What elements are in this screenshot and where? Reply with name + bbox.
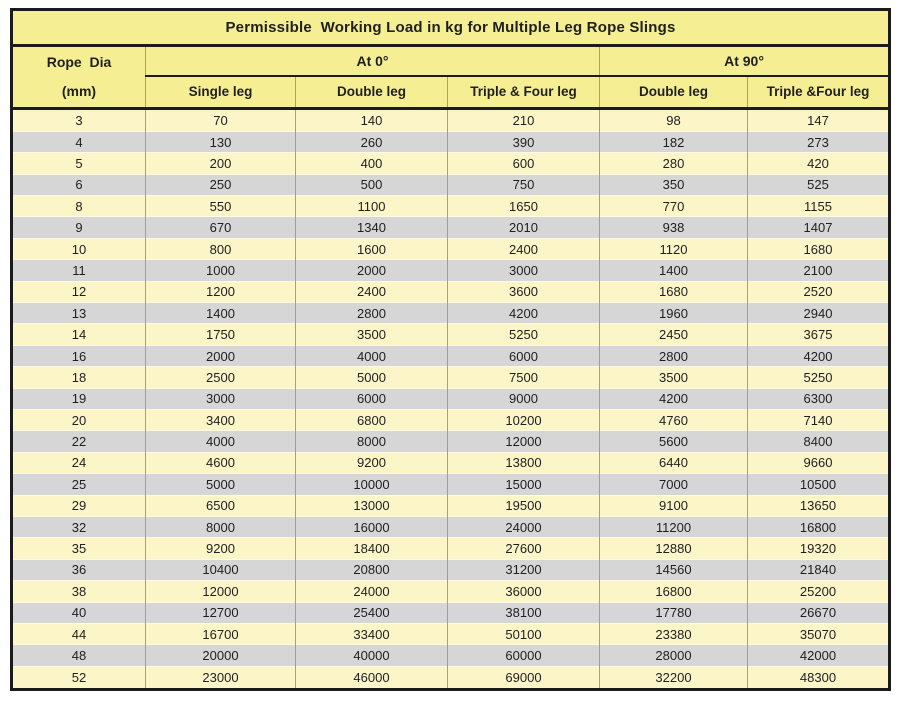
table-cell: 24000 [448, 516, 600, 537]
table-cell: 52 [12, 666, 146, 689]
table-cell: 4200 [600, 388, 748, 409]
table-cell: 10400 [146, 559, 296, 580]
table-cell: 2000 [296, 260, 448, 281]
table-cell: 7500 [448, 367, 600, 388]
table-cell: 273 [748, 131, 890, 152]
table-cell: 8000 [146, 516, 296, 537]
table-cell: 3500 [600, 367, 748, 388]
table-row [12, 345, 890, 366]
table-cell: 1407 [748, 217, 890, 238]
table-cell: 390 [448, 131, 600, 152]
table-cell: 60000 [448, 645, 600, 666]
table-cell: 9200 [146, 538, 296, 559]
table-cell: 36000 [448, 581, 600, 602]
table-cell: 2940 [748, 303, 890, 324]
table-cell: 13650 [748, 495, 890, 516]
table-cell: 24 [12, 452, 146, 473]
table-cell: 1000 [146, 260, 296, 281]
table-cell: 2800 [600, 345, 748, 366]
table-cell: 35 [12, 538, 146, 559]
table-row [12, 238, 890, 259]
table-cell: 16 [12, 345, 146, 366]
table-row [12, 623, 890, 644]
table-cell: 10200 [448, 410, 600, 431]
table-cell: 500 [296, 174, 448, 195]
table-cell: 2100 [748, 260, 890, 281]
table-cell: 1400 [146, 303, 296, 324]
table-cell: 182 [600, 131, 748, 152]
table-cell: 13800 [448, 452, 600, 473]
table-row [12, 196, 890, 217]
table-row [12, 410, 890, 431]
column-header-rope-dia [12, 46, 146, 109]
table-cell: 19500 [448, 495, 600, 516]
rope-dia-unit: (mm) [61, 83, 97, 99]
table-cell: 3500 [296, 324, 448, 345]
table-cell: 10500 [748, 474, 890, 495]
table-cell: 1650 [448, 196, 600, 217]
table-cell: 2400 [448, 238, 600, 259]
table-cell: 29 [12, 495, 146, 516]
table-cell: 400 [296, 153, 448, 174]
table-cell: 8000 [296, 431, 448, 452]
table-cell: 3675 [748, 324, 890, 345]
table-cell: 250 [146, 174, 296, 195]
table-cell: 36 [12, 559, 146, 580]
table-cell: 3 [12, 109, 146, 132]
table-cell: 2520 [748, 281, 890, 302]
table-cell: 1120 [600, 238, 748, 259]
table-cell: 350 [600, 174, 748, 195]
table-cell: 1750 [146, 324, 296, 345]
table-cell: 5000 [146, 474, 296, 495]
table-row [12, 581, 890, 602]
table-cell: 4760 [600, 410, 748, 431]
table-cell: 3400 [146, 410, 296, 431]
table-cell: 770 [600, 196, 748, 217]
table-row [12, 281, 890, 302]
table-row [12, 131, 890, 152]
table-row [12, 516, 890, 537]
table-row [12, 388, 890, 409]
table-header [12, 10, 890, 109]
table-cell: 6800 [296, 410, 448, 431]
table-cell: 16000 [296, 516, 448, 537]
table-cell: 800 [146, 238, 296, 259]
table-cell: 938 [600, 217, 748, 238]
table-cell: 600 [448, 153, 600, 174]
table-cell: 31200 [448, 559, 600, 580]
table-cell: 19320 [748, 538, 890, 559]
table-cell: 6440 [600, 452, 748, 473]
table-cell: 140 [296, 109, 448, 132]
column-header-double-leg-0: Double leg [296, 76, 448, 109]
table-row [12, 217, 890, 238]
table-cell: 46000 [296, 666, 448, 689]
table-cell: 147 [748, 109, 890, 132]
table-cell: 38 [12, 581, 146, 602]
table-cell: 4200 [748, 345, 890, 366]
table-cell: 9000 [448, 388, 600, 409]
table-cell: 11 [12, 260, 146, 281]
table-cell: 1155 [748, 196, 890, 217]
table-row [12, 109, 890, 132]
table-cell: 11200 [600, 516, 748, 537]
table-cell: 2500 [146, 367, 296, 388]
table-cell: 14 [12, 324, 146, 345]
table-row [12, 602, 890, 623]
working-load-table [10, 8, 891, 691]
table-cell: 25400 [296, 602, 448, 623]
table-cell: 3000 [448, 260, 600, 281]
table-cell: 1400 [600, 260, 748, 281]
table-cell: 32 [12, 516, 146, 537]
column-header-single-leg-0: Single leg [146, 76, 296, 109]
table-cell: 48 [12, 645, 146, 666]
table-cell: 23000 [146, 666, 296, 689]
table-row [12, 367, 890, 388]
table-cell: 5600 [600, 431, 748, 452]
table-cell: 25200 [748, 581, 890, 602]
table-cell: 130 [146, 131, 296, 152]
table-cell: 13000 [296, 495, 448, 516]
table-cell: 4000 [296, 345, 448, 366]
table-cell: 3600 [448, 281, 600, 302]
table-cell: 16800 [600, 581, 748, 602]
table-cell: 9100 [600, 495, 748, 516]
table-cell: 23380 [600, 623, 748, 644]
table-cell: 12880 [600, 538, 748, 559]
table-row [12, 495, 890, 516]
table-cell: 2800 [296, 303, 448, 324]
table-row [12, 645, 890, 666]
table-cell: 6000 [296, 388, 448, 409]
table-cell: 4600 [146, 452, 296, 473]
table-cell: 50100 [448, 623, 600, 644]
table-row [12, 303, 890, 324]
table-cell: 12000 [448, 431, 600, 452]
table-cell: 12000 [146, 581, 296, 602]
title-row [12, 10, 890, 46]
table-cell: 2400 [296, 281, 448, 302]
table-cell: 1100 [296, 196, 448, 217]
table-cell: 9 [12, 217, 146, 238]
table-cell: 22 [12, 431, 146, 452]
column-header-triple-four-leg-0: Triple & Four leg [448, 76, 600, 109]
table-cell: 8 [12, 196, 146, 217]
table-row [12, 452, 890, 473]
table-cell: 14560 [600, 559, 748, 580]
table-cell: 98 [600, 109, 748, 132]
table-cell: 69000 [448, 666, 600, 689]
table-cell: 10 [12, 238, 146, 259]
table-cell: 1200 [146, 281, 296, 302]
table-cell: 4200 [448, 303, 600, 324]
table-cell: 1340 [296, 217, 448, 238]
table-cell: 17780 [600, 602, 748, 623]
table-row [12, 153, 890, 174]
table-cell: 44 [12, 623, 146, 644]
table-cell: 200 [146, 153, 296, 174]
table-cell: 38100 [448, 602, 600, 623]
table-cell: 12700 [146, 602, 296, 623]
table-cell: 5250 [748, 367, 890, 388]
table-row [12, 324, 890, 345]
column-header-triple-four-leg-90: Triple &Four leg [748, 76, 890, 109]
table-cell: 12 [12, 281, 146, 302]
table-cell: 4 [12, 131, 146, 152]
table-cell: 33400 [296, 623, 448, 644]
table-cell: 1960 [600, 303, 748, 324]
table-cell: 26670 [748, 602, 890, 623]
table-cell: 15000 [448, 474, 600, 495]
table-cell: 8400 [748, 431, 890, 452]
table-cell: 1600 [296, 238, 448, 259]
table-cell: 7140 [748, 410, 890, 431]
table-cell: 5000 [296, 367, 448, 388]
group-header-row [12, 46, 890, 76]
table-cell: 750 [448, 174, 600, 195]
table-cell: 20000 [146, 645, 296, 666]
table-cell: 1680 [600, 281, 748, 302]
table-cell: 48300 [748, 666, 890, 689]
table-cell: 2450 [600, 324, 748, 345]
table-cell: 7000 [600, 474, 748, 495]
table-title: Permissible Working Load in kg for Multiple Leg Rope Slings [12, 10, 890, 46]
table-cell: 10000 [296, 474, 448, 495]
table-row [12, 538, 890, 559]
table-row [12, 431, 890, 452]
table-cell: 525 [748, 174, 890, 195]
table-cell: 9200 [296, 452, 448, 473]
table-cell: 5250 [448, 324, 600, 345]
table-cell: 19 [12, 388, 146, 409]
table-cell: 42000 [748, 645, 890, 666]
table-cell: 28000 [600, 645, 748, 666]
table-cell: 25 [12, 474, 146, 495]
table-row [12, 260, 890, 281]
table-cell: 16700 [146, 623, 296, 644]
table-cell: 2010 [448, 217, 600, 238]
table-row [12, 559, 890, 580]
table-cell: 35070 [748, 623, 890, 644]
table-cell: 280 [600, 153, 748, 174]
table-cell: 16800 [748, 516, 890, 537]
table-row [12, 174, 890, 195]
table-cell: 550 [146, 196, 296, 217]
table-cell: 6500 [146, 495, 296, 516]
table-cell: 70 [146, 109, 296, 132]
table-cell: 3000 [146, 388, 296, 409]
table-row [12, 474, 890, 495]
table-cell: 13 [12, 303, 146, 324]
table-body [12, 109, 890, 690]
table-cell: 2000 [146, 345, 296, 366]
table-cell: 21840 [748, 559, 890, 580]
table-cell: 24000 [296, 581, 448, 602]
table-cell: 6 [12, 174, 146, 195]
table-cell: 210 [448, 109, 600, 132]
table-cell: 18400 [296, 538, 448, 559]
table-cell: 32200 [600, 666, 748, 689]
table-row [12, 666, 890, 689]
table-cell: 40000 [296, 645, 448, 666]
table-cell: 420 [748, 153, 890, 174]
table-cell: 9660 [748, 452, 890, 473]
rope-dia-label: Rope Dia [46, 54, 112, 70]
table-cell: 18 [12, 367, 146, 388]
table-cell: 4000 [146, 431, 296, 452]
table-cell: 6000 [448, 345, 600, 366]
table-cell: 670 [146, 217, 296, 238]
table-cell: 27600 [448, 538, 600, 559]
column-group-at-90: At 90° [600, 46, 890, 76]
column-header-double-leg-90: Double leg [600, 76, 748, 109]
table-cell: 6300 [748, 388, 890, 409]
table-cell: 260 [296, 131, 448, 152]
table-cell: 1680 [748, 238, 890, 259]
table-cell: 20 [12, 410, 146, 431]
table-cell: 20800 [296, 559, 448, 580]
table-cell: 5 [12, 153, 146, 174]
column-group-at-0: At 0° [146, 46, 600, 76]
table-cell: 40 [12, 602, 146, 623]
